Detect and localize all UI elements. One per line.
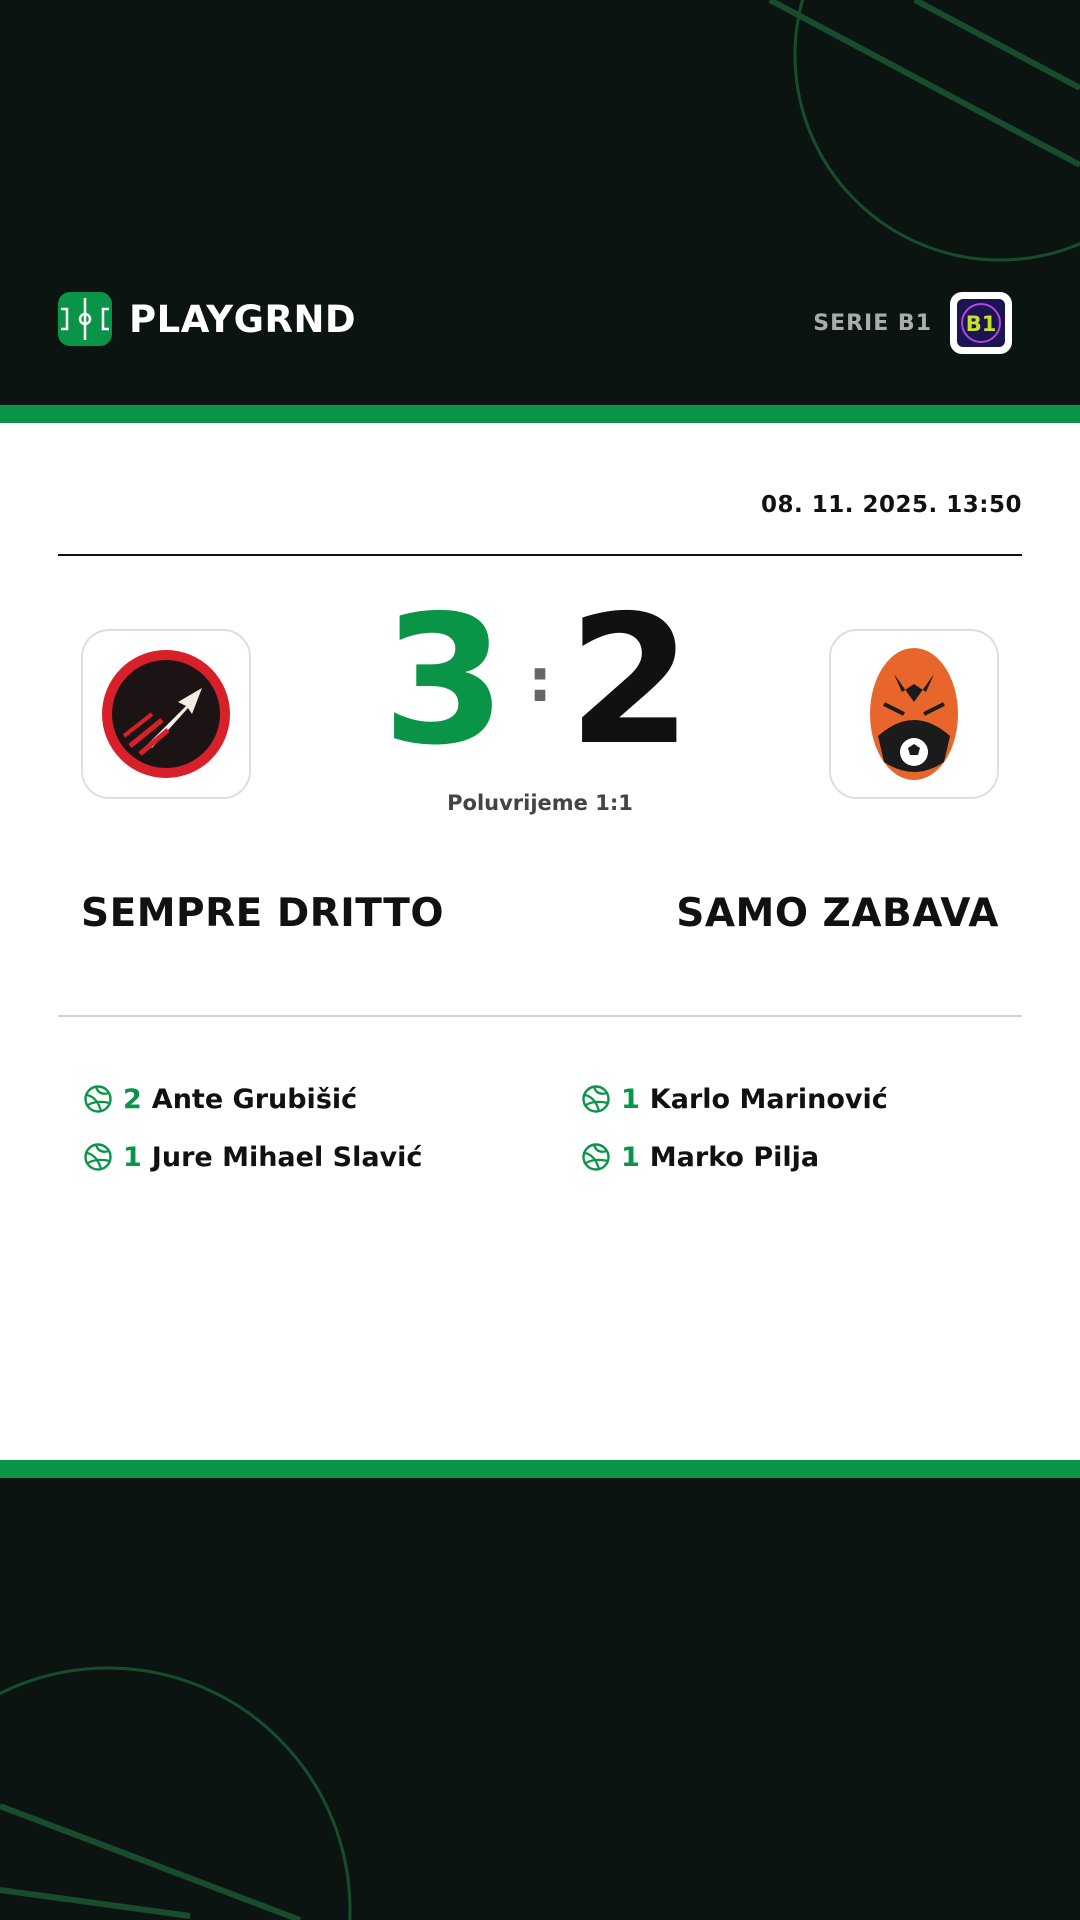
brand-name: PLAYGRND (129, 297, 357, 341)
home-scorers (83, 1070, 422, 1186)
league-badge (950, 292, 1012, 354)
scorer-row (581, 1128, 888, 1186)
pitch-icon (58, 292, 112, 346)
accent-stripe-bottom (0, 1460, 1080, 1478)
match-card (0, 423, 1080, 1460)
player-name: Ante Grubišić (151, 1083, 358, 1115)
player-name: Jure Mihael Slavić (151, 1141, 423, 1173)
ball-icon (581, 1142, 611, 1172)
divider (58, 554, 1022, 556)
league-name: SERIE B1 (813, 310, 932, 336)
accent-stripe-top (0, 405, 1080, 423)
away-scorers (581, 1070, 888, 1186)
home-score: 3 (382, 577, 506, 784)
league-badge-text: B1 (965, 312, 997, 336)
away-score: 2 (568, 577, 692, 784)
scorer-row (83, 1070, 422, 1128)
halftime-score: Poluvrijeme 1:1 (447, 791, 633, 815)
scorer-row (83, 1128, 422, 1186)
ball-icon (83, 1084, 113, 1114)
player-name: Karlo Marinović (649, 1083, 888, 1115)
goal-count: 1 (123, 1141, 142, 1173)
pitch-decoration-bottom (0, 1478, 1080, 1920)
goal-count: 1 (621, 1083, 640, 1115)
orange-eagle-crest-logo (864, 644, 964, 784)
footer (0, 1478, 1080, 1920)
away-team-logo (829, 629, 999, 799)
ball-icon (581, 1084, 611, 1114)
goal-count: 2 (123, 1083, 142, 1115)
score-separator: : (528, 646, 552, 716)
league (813, 292, 1012, 354)
home-team-name: SEMPRE DRITTO (81, 891, 445, 936)
goal-count: 1 (621, 1141, 640, 1173)
header (0, 0, 1080, 405)
match-datetime: 08. 11. 2025. 13:50 (761, 492, 1022, 518)
brand (58, 292, 356, 346)
scorer-row (581, 1070, 888, 1128)
league-badge-logo (957, 299, 1005, 347)
ball-icon (83, 1142, 113, 1172)
divider (58, 1015, 1022, 1017)
player-name: Marko Pilja (649, 1141, 820, 1173)
away-team-name: SAMO ZABAVA (676, 891, 999, 936)
